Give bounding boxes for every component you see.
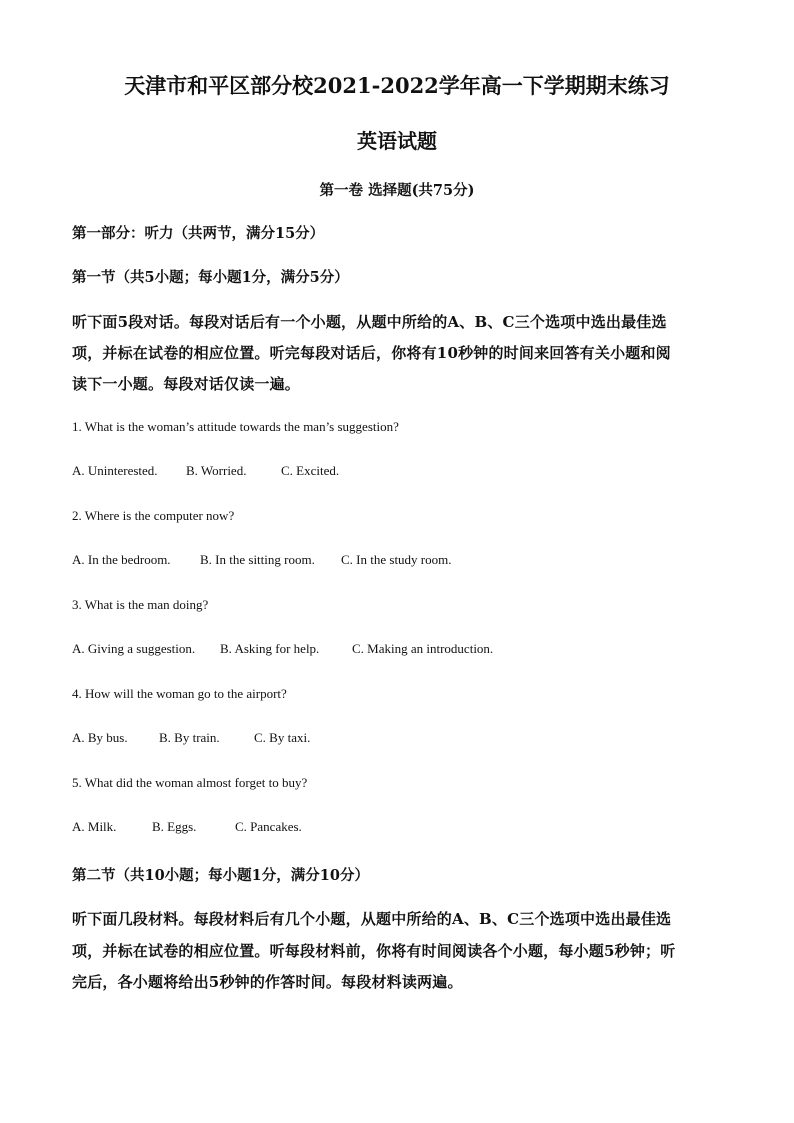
section2-instruction-line: 听下面几段材料。每段材料后有几个小题，从题中所给的A、B、C三个选项中选出最佳选 — [72, 910, 672, 928]
option-b: B. By train. — [159, 730, 220, 745]
option-c: C. In the study room. — [341, 552, 452, 567]
option-b: B. Asking for help. — [220, 641, 320, 656]
question-stem: 3. What is the man doing? — [72, 597, 209, 612]
section2-heading: 第二节（共10小题；每小题1分，满分10分） — [72, 867, 369, 884]
section2-instruction-line: 项，并标在试卷的相应位置。听每段材料前，你将有时间阅读各个小题，每小题5秒钟；听 — [72, 942, 676, 960]
section2-instruction-line: 完后，各小题将给出5秒钟的作答时间。每段材料读两遍。 — [72, 973, 463, 991]
question-options — [72, 641, 493, 657]
part1-heading: 第一部分：听力（共两节，满分15分） — [72, 225, 325, 242]
option-b: B. Eggs. — [152, 819, 197, 834]
option-a: A. Milk. — [72, 819, 117, 834]
option-a: A. By bus. — [72, 730, 128, 745]
section1-instruction-line: 听下面5段对话。每段对话后有一个小题，从题中所给的A、B、C三个选项中选出最佳选 — [72, 313, 667, 331]
question-options — [72, 552, 452, 568]
option-a: A. Giving a suggestion. — [72, 641, 196, 656]
option-c: C. Making an introduction. — [352, 641, 494, 656]
exam-title: 天津市和平区部分校2021-2022学年高一下学期期末练习 — [124, 73, 670, 98]
question-options — [72, 463, 339, 479]
volume-title: 第一卷 选择题(共75分) — [319, 182, 475, 199]
question-stem: 4. How will the woman go to the airport? — [72, 686, 287, 701]
subject-title: 英语试题 — [357, 129, 437, 153]
option-c: C. Pancakes. — [235, 819, 302, 834]
section1-instruction-line: 读下一小题。每段对话仅读一遍。 — [72, 375, 301, 393]
option-c: C. Excited. — [281, 463, 340, 478]
option-c: C. By taxi. — [254, 730, 311, 745]
section1-instruction-line: 项，并标在试卷的相应位置。听完每段对话后，你将有10秒钟的时间来回答有关小题和阅 — [72, 344, 671, 362]
option-b: B. In the sitting room. — [200, 552, 315, 567]
question-options — [72, 819, 302, 835]
question-stem: 5. What did the woman almost forget to buy? — [72, 775, 308, 790]
question-options — [72, 730, 310, 746]
option-b: B. Worried. — [186, 463, 247, 478]
question-stem: 1. What is the woman’s attitude towards the man’s suggestion? — [72, 419, 399, 434]
option-a: A. Uninterested. — [72, 463, 158, 478]
question-stem: 2. Where is the computer now? — [72, 508, 235, 523]
option-a: A. In the bedroom. — [72, 552, 171, 567]
section1-heading: 第一节（共5小题；每小题1分，满分5分） — [72, 269, 349, 286]
